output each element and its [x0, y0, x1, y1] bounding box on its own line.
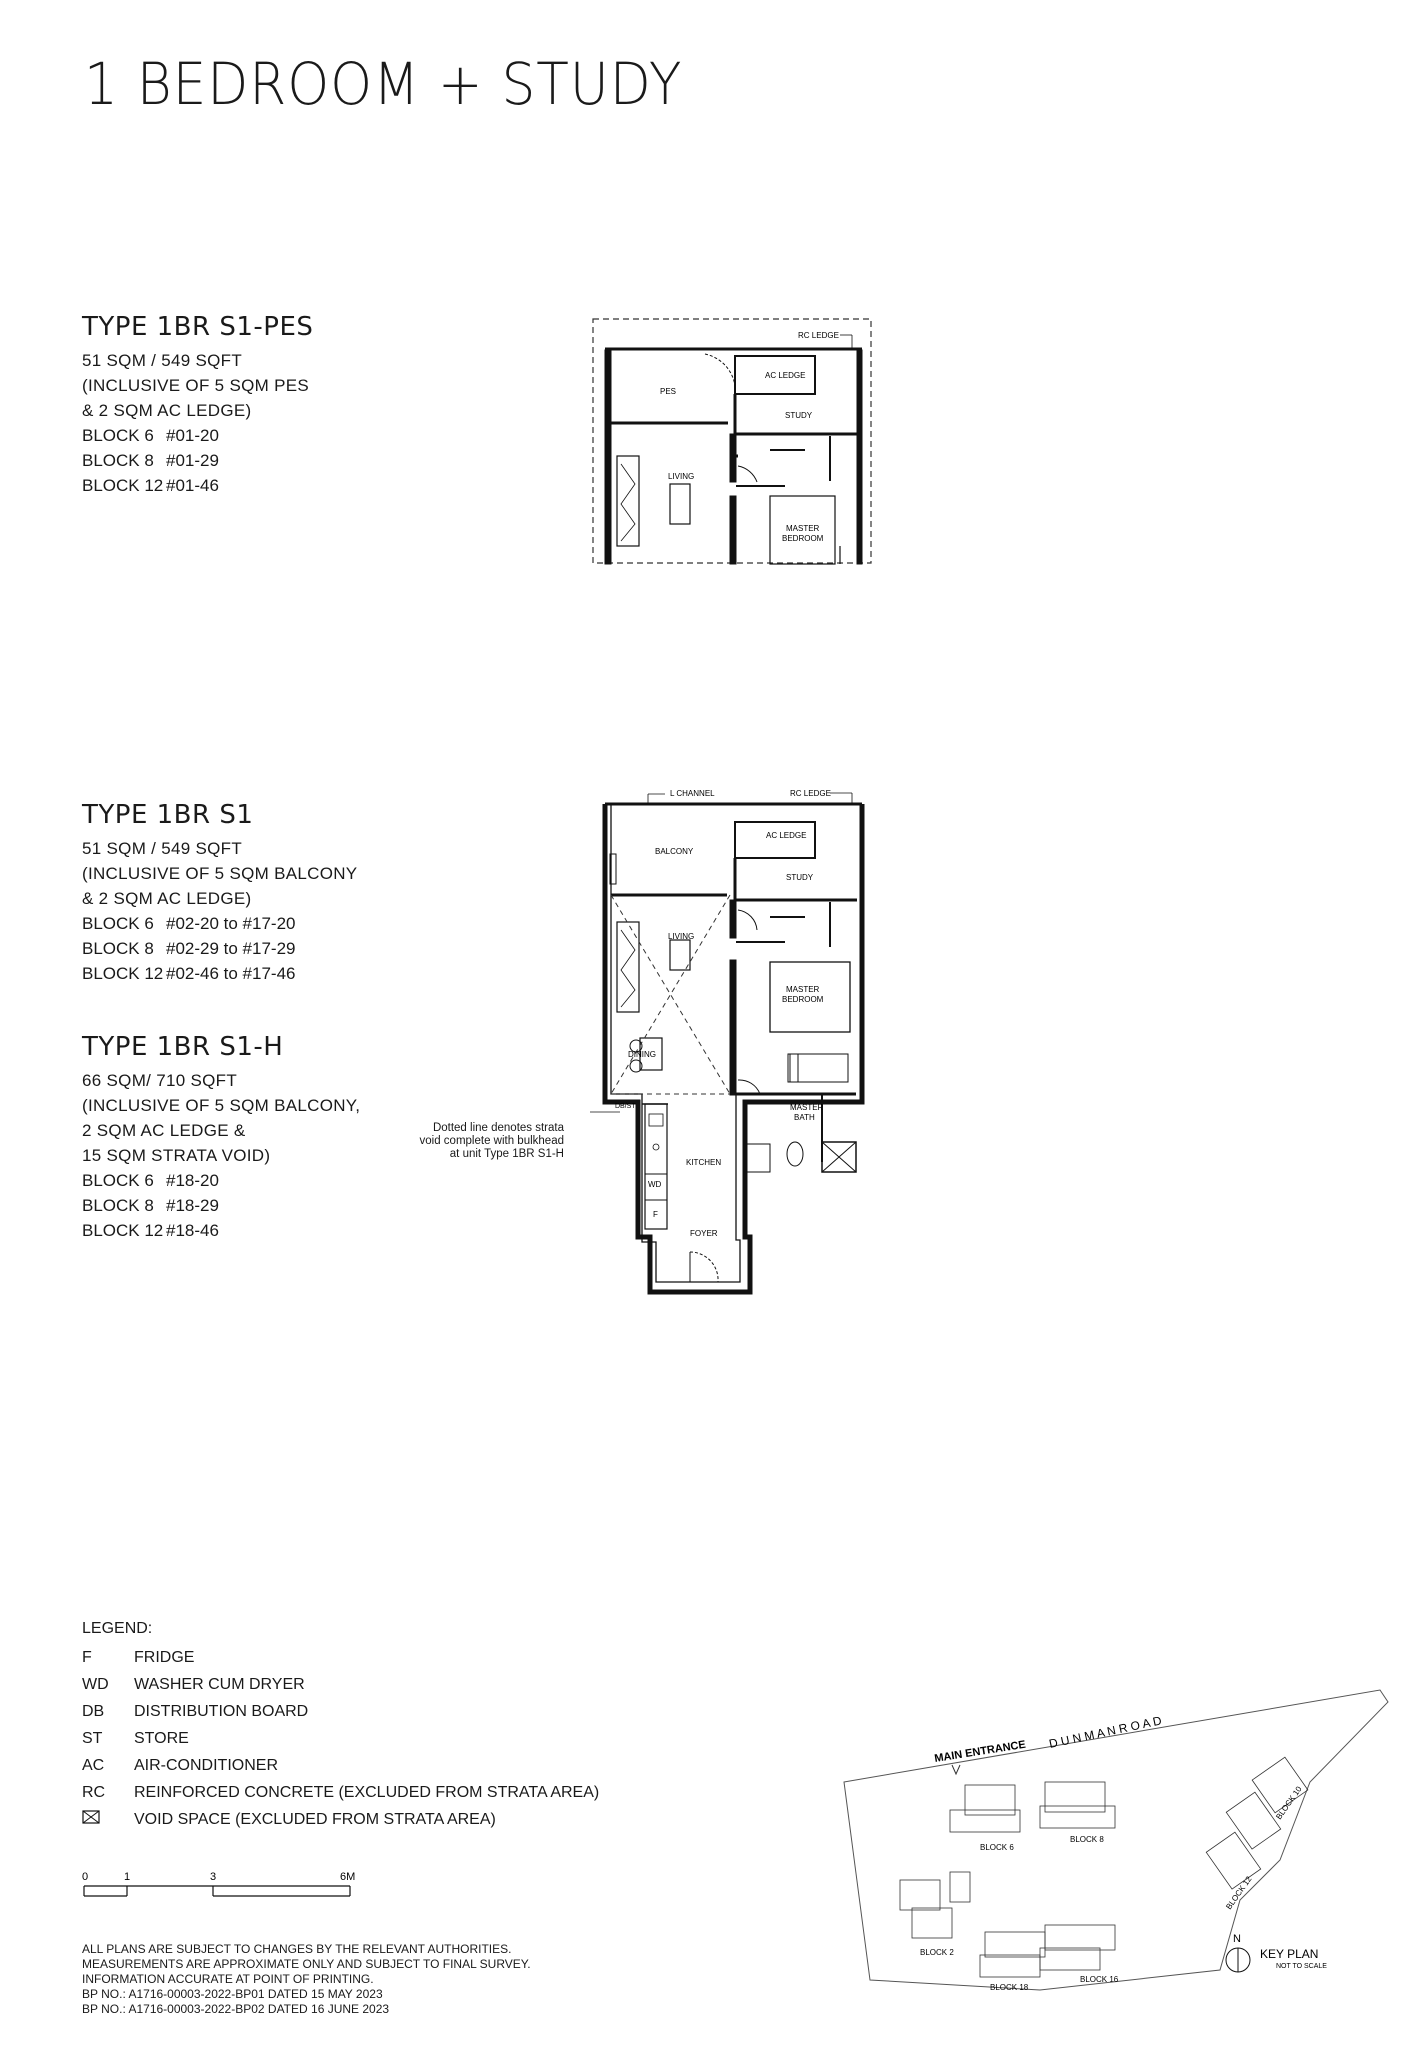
plan-label-ac-ledge: AC LEDGE — [765, 371, 806, 380]
block-row: BLOCK 8 #18-29 — [82, 1196, 219, 1215]
unit-area: 51 SQM / 549 SQFT — [82, 351, 243, 370]
unit-inclusion: & 2 SQM AC LEDGE) — [82, 401, 252, 420]
floor-plan-pes-drawing — [590, 316, 875, 566]
block-row: BLOCK 12 #18-46 — [82, 1221, 219, 1240]
plan-label-pes: PES — [660, 387, 677, 396]
plan-label-master-bath-1: MASTER — [790, 1103, 824, 1112]
key-plan-drawing — [840, 1670, 1400, 2000]
plan-label-living: LIVING — [668, 472, 695, 481]
scale-tick-label: 0 — [82, 1871, 89, 1883]
plan-label-ac-ledge: AC LEDGE — [766, 831, 807, 840]
scale-tick-label: 1 — [124, 1871, 131, 1883]
disclaimer: ALL PLANS ARE SUBJECT TO CHANGES BY THE RELEVANT AUTHORITIES. MEASUREMENTS ARE APPROXIMATE ONLY AND SUBJECT TO FINAL SURVEY. INFORMATION ACCURATE AT POINT OF PRINTING. BP NO.: A1716-00003-2022-BP01 DATED 15 MAY 2023 BP NO.: A1716-00003-2022-BP02 DATED 16 JUNE 2023 — [82, 1942, 531, 2016]
unit-type-1br-s1-h — [82, 1032, 360, 1243]
legend-item: VOID SPACE (EXCLUDED FROM STRATA AREA) — [82, 1806, 599, 1833]
legend-item: WD WASHER CUM DRYER — [82, 1676, 305, 1693]
key-plan — [840, 1670, 1400, 2005]
block-label: BLOCK 6 — [980, 1843, 1014, 1852]
legend-item: F FRIDGE — [82, 1649, 195, 1666]
plan-label-living: LIVING — [668, 932, 695, 941]
block-row: BLOCK 6 #02-20 to #17-20 — [82, 914, 296, 933]
scale-bar-drawing — [82, 1868, 362, 1908]
unit-inclusion: (INCLUSIVE OF 5 SQM PES — [82, 376, 310, 395]
legend — [82, 1620, 599, 1833]
not-to-scale-label: NOT TO SCALE — [1276, 1963, 1327, 1970]
north-arrow-icon — [1226, 1948, 1250, 1972]
block-label: BLOCK 8 — [1070, 1835, 1104, 1844]
unit-type-1br-s1-pes — [82, 312, 313, 498]
floor-plan-s1 — [590, 782, 875, 1307]
key-plan-label: KEY PLAN — [1260, 1947, 1319, 1961]
block-row: BLOCK 12 #02-46 to #17-46 — [82, 964, 296, 983]
legend-item: ST STORE — [82, 1730, 189, 1747]
block-row: BLOCK 6 #18-20 — [82, 1171, 219, 1190]
plan-label-study: STUDY — [785, 411, 813, 420]
unit-type-title: TYPE 1BR S1-H — [82, 1032, 284, 1062]
plan-label-fridge: F — [653, 1210, 658, 1219]
unit-inclusion: 2 SQM AC LEDGE & — [82, 1121, 246, 1140]
page-title: 1 BEDROOM + STUDY — [84, 50, 683, 118]
legend-heading: LEGEND: — [82, 1620, 153, 1637]
plan-label-master-bath-2: BATH — [794, 1113, 815, 1122]
north-label: N — [1233, 1933, 1241, 1945]
block-label: BLOCK 12 — [1224, 1874, 1254, 1912]
floor-plan-s1-drawing — [590, 782, 875, 1302]
unit-area: 51 SQM / 549 SQFT — [82, 839, 243, 858]
scale-tick-label: 6M — [340, 1871, 356, 1883]
floor-plan-pes — [590, 316, 875, 571]
plan-label-kitchen: KITCHEN — [686, 1158, 722, 1167]
block-label: BLOCK 2 — [920, 1948, 954, 1957]
legend-item: AC AIR-CONDITIONER — [82, 1757, 278, 1774]
plan-label-foyer: FOYER — [690, 1229, 718, 1238]
plan-label-balcony: BALCONY — [655, 847, 694, 856]
unit-type-title: TYPE 1BR S1 — [82, 800, 254, 830]
block-label: BLOCK 16 — [1080, 1975, 1119, 1984]
unit-type-1br-s1 — [82, 800, 357, 986]
legend-item: RC REINFORCED CONCRETE (EXCLUDED FROM STRATA AREA) — [82, 1784, 600, 1801]
plan-label-bedroom: BEDROOM — [782, 995, 824, 1004]
plan-label-master: MASTER — [786, 524, 820, 533]
void-box-icon — [82, 1810, 100, 1824]
plan-label-dining: DINING — [628, 1050, 656, 1059]
scale-tick-label: 3 — [210, 1871, 217, 1883]
block-label: BLOCK 18 — [990, 1983, 1029, 1992]
plan-label-bedroom: BEDROOM — [782, 534, 824, 543]
unit-inclusion: & 2 SQM AC LEDGE) — [82, 889, 252, 908]
scale-bar — [82, 1868, 362, 1913]
plan-label-master: MASTER — [786, 985, 820, 994]
block-row: BLOCK 6 #01-20 — [82, 426, 219, 445]
road-label: D U N M A N R O A D — [1047, 1713, 1163, 1751]
unit-inclusion: 15 SQM STRATA VOID) — [82, 1146, 271, 1165]
plan-label-rc-ledge: RC LEDGE — [798, 331, 839, 340]
plan-label-study: STUDY — [786, 873, 814, 882]
block-row: BLOCK 8 #02-29 to #17-29 — [82, 939, 296, 958]
strata-void-note: Dotted line denotes strata void complete with bulkhead at unit Type 1BR S1-H — [419, 1122, 564, 1160]
plan-label-wd: WD — [648, 1180, 662, 1189]
unit-type-title: TYPE 1BR S1-PES — [82, 312, 314, 342]
unit-inclusion: (INCLUSIVE OF 5 SQM BALCONY — [82, 864, 358, 883]
block-label: BLOCK 10 — [1274, 1784, 1304, 1822]
unit-area: 66 SQM/ 710 SQFT — [82, 1071, 238, 1090]
legend-item: DB DISTRIBUTION BOARD — [82, 1703, 309, 1720]
plan-label-l-channel: L CHANNEL — [670, 789, 715, 798]
plan-label-rc-ledge: RC LEDGE — [790, 789, 831, 798]
plan-label-db-st: DB/ST — [615, 1103, 636, 1110]
unit-inclusion: (INCLUSIVE OF 5 SQM BALCONY, — [82, 1096, 361, 1115]
block-row: BLOCK 8 #01-29 — [82, 451, 219, 470]
main-entrance-label: MAIN ENTRANCE — [933, 1738, 1027, 1765]
block-row: BLOCK 12 #01-46 — [82, 476, 219, 495]
